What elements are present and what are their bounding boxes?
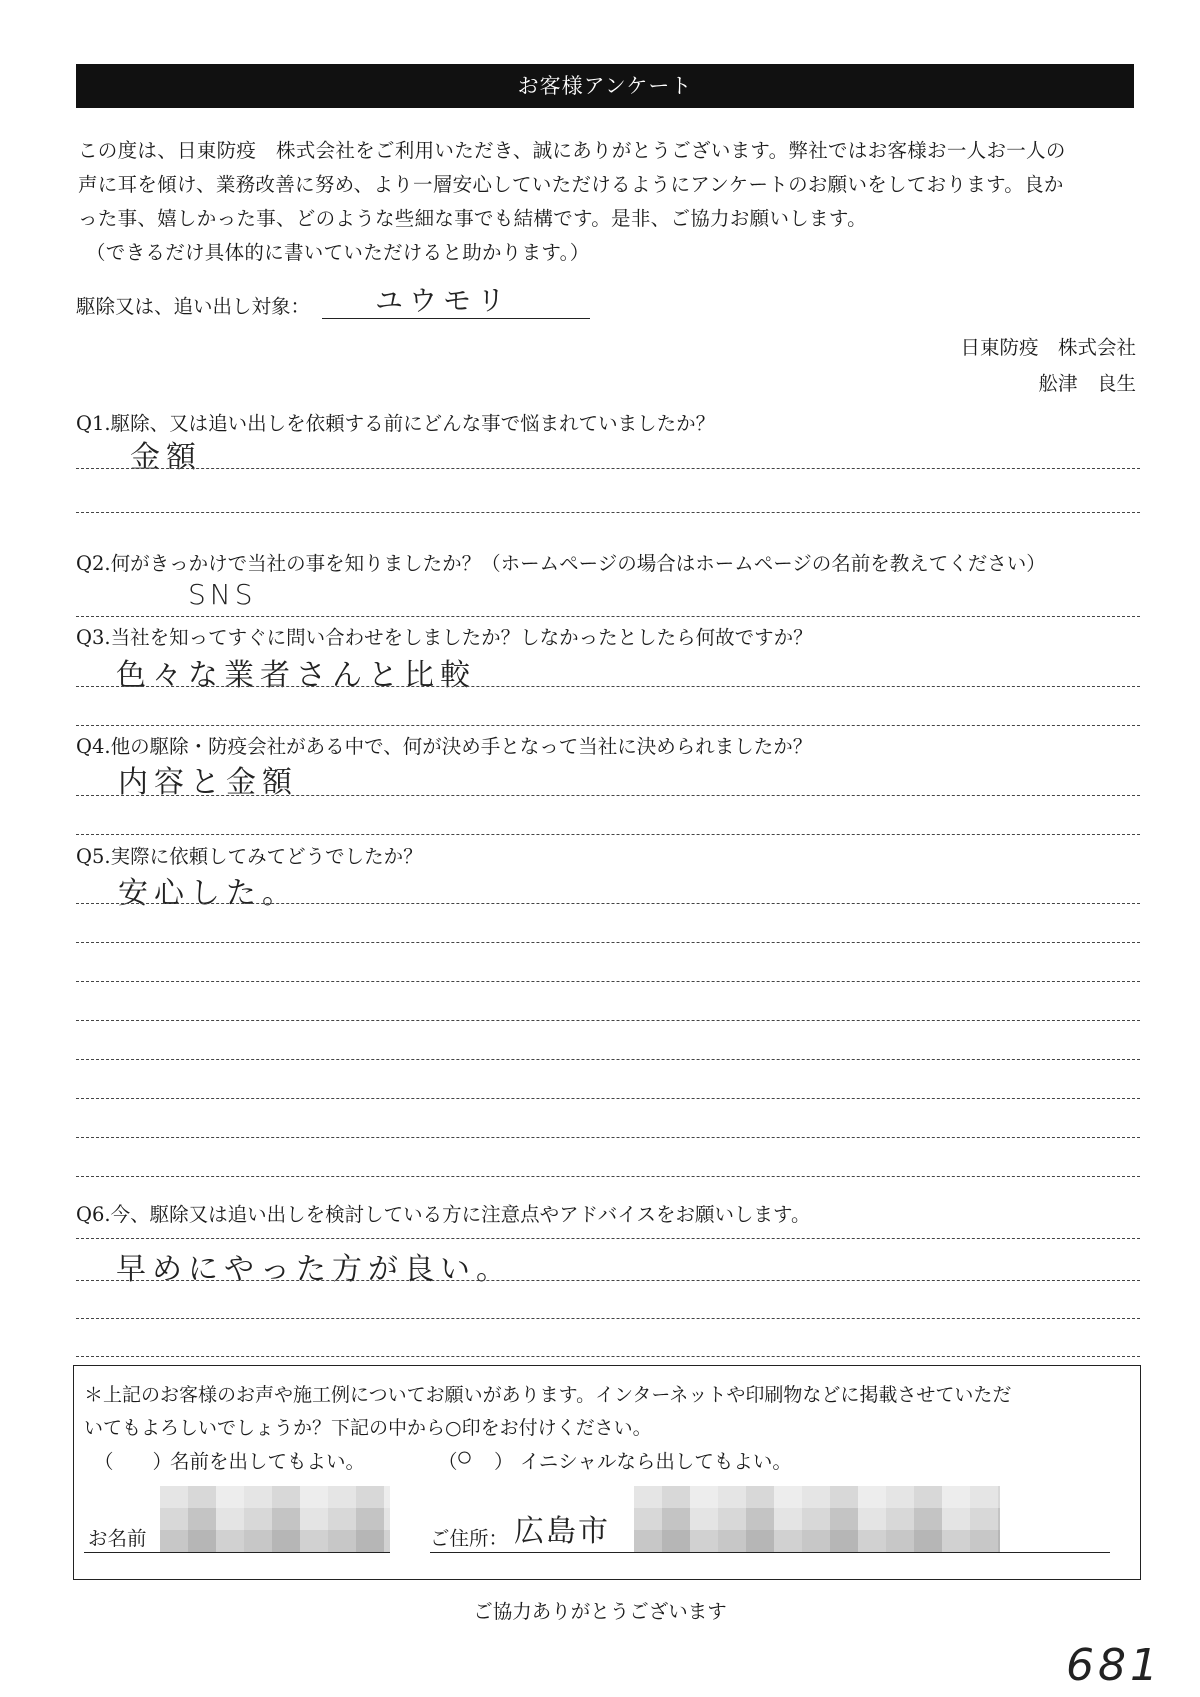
answer-5[interactable]: 安心した。 [118, 876, 298, 911]
answer-3[interactable]: 色々な業者さんと比較 [116, 658, 476, 693]
address-redacted-block [634, 1486, 1000, 1552]
survey-title-bar: お客様アンケート [76, 64, 1134, 108]
answer-line [76, 1020, 1140, 1021]
answer-line [76, 1176, 1140, 1177]
question-6: Q6.今、駆除又は追い出しを検討している方に注意点やアドバイスをお願いします。 [76, 1203, 811, 1226]
answer-line [76, 1059, 1140, 1060]
question-4: Q4.他の駆除・防疫会社がある中で、何が決め手となって当社に決められましたか？ [76, 735, 813, 758]
answer-line [76, 903, 1140, 904]
address-value[interactable]: 広島市 [514, 1514, 610, 1549]
answer-line [76, 1280, 1140, 1281]
name-redacted-block [160, 1486, 390, 1552]
intro-note: （できるだけ具体的に書いていただけると助かります。） [86, 241, 590, 264]
option-2-circle-mark[interactable]: ○ [456, 1440, 473, 1473]
answer-line [76, 686, 1140, 687]
question-1: Q1.駆除、又は追い出しを依頼する前にどんな事で悩まれていましたか？ [76, 412, 716, 435]
target-underline [322, 318, 590, 319]
page-number: 681 [1066, 1640, 1162, 1691]
target-value[interactable]: ユウモリ [375, 284, 512, 317]
answer-4[interactable]: 内容と金額 [118, 765, 298, 800]
answer-line [76, 616, 1140, 617]
address-underline [430, 1552, 1110, 1553]
answer-2[interactable]: SNS [188, 578, 257, 611]
answer-line [76, 981, 1140, 982]
option-2-close: ） [494, 1450, 514, 1473]
company-name: 日東防疫 株式会社 [960, 336, 1136, 359]
intro-line: この度は、日東防疫 株式会社をご利用いただき、誠にありがとうございます。弊社ではお客様お一人お一人の [78, 139, 1066, 162]
answer-line [76, 1238, 1140, 1239]
option-2-open: （ [438, 1450, 458, 1473]
question-5: Q5.実際に依頼してみてどうでしたか？ [76, 845, 423, 868]
answer-line [76, 1098, 1140, 1099]
address-label: ご住所： [430, 1527, 509, 1550]
consent-line: ＊上記のお客様のお声や施工例についてお願いがあります。インターネットや印刷物などに掲載させていただ [84, 1384, 1012, 1406]
option-1-checkbox[interactable]: （ ） [94, 1450, 173, 1473]
answer-line [76, 942, 1140, 943]
answer-line [76, 1356, 1140, 1357]
thanks-text: ご協力ありがとうございます [473, 1600, 727, 1623]
answer-6[interactable]: 早めにやった方が良い。 [116, 1252, 512, 1287]
consent-line: いてもよろしいでしょうか？下記の中から○印をお付けください。 [84, 1417, 652, 1439]
intro-line: 声に耳を傾け、業務改善に努め、より一層安心していただけるようにアンケートのお願いをしております。良か [78, 173, 1064, 196]
option-2-label: イニシャルなら出してもよい。 [520, 1450, 792, 1473]
option-1-label: 名前を出してもよい。 [170, 1450, 366, 1473]
answer-line [76, 795, 1140, 796]
company-person: 舩津 良生 [1038, 372, 1136, 395]
answer-line [76, 834, 1140, 835]
target-label: 駆除又は、追い出し対象： [76, 295, 311, 318]
answer-line [76, 512, 1140, 513]
name-label: お名前 [88, 1527, 147, 1550]
answer-line [76, 1318, 1140, 1319]
question-3: Q3.当社を知ってすぐに問い合わせをしましたか？しなかったとしたら何故ですか？ [76, 626, 813, 649]
answer-line [76, 1137, 1140, 1138]
answer-1[interactable]: 金額 [130, 440, 202, 475]
answer-line [76, 468, 1140, 469]
name-underline [84, 1552, 390, 1553]
intro-text [78, 134, 1138, 270]
question-2: Q2.何がきっかけで当社の事を知りましたか？（ホームページの場合はホームページの名前を教えてください） [76, 552, 1046, 575]
answer-line [76, 725, 1140, 726]
intro-line: った事、嬉しかった事、どのような些細な事でも結構です。是非、ご協力お願いします。 [78, 207, 867, 230]
